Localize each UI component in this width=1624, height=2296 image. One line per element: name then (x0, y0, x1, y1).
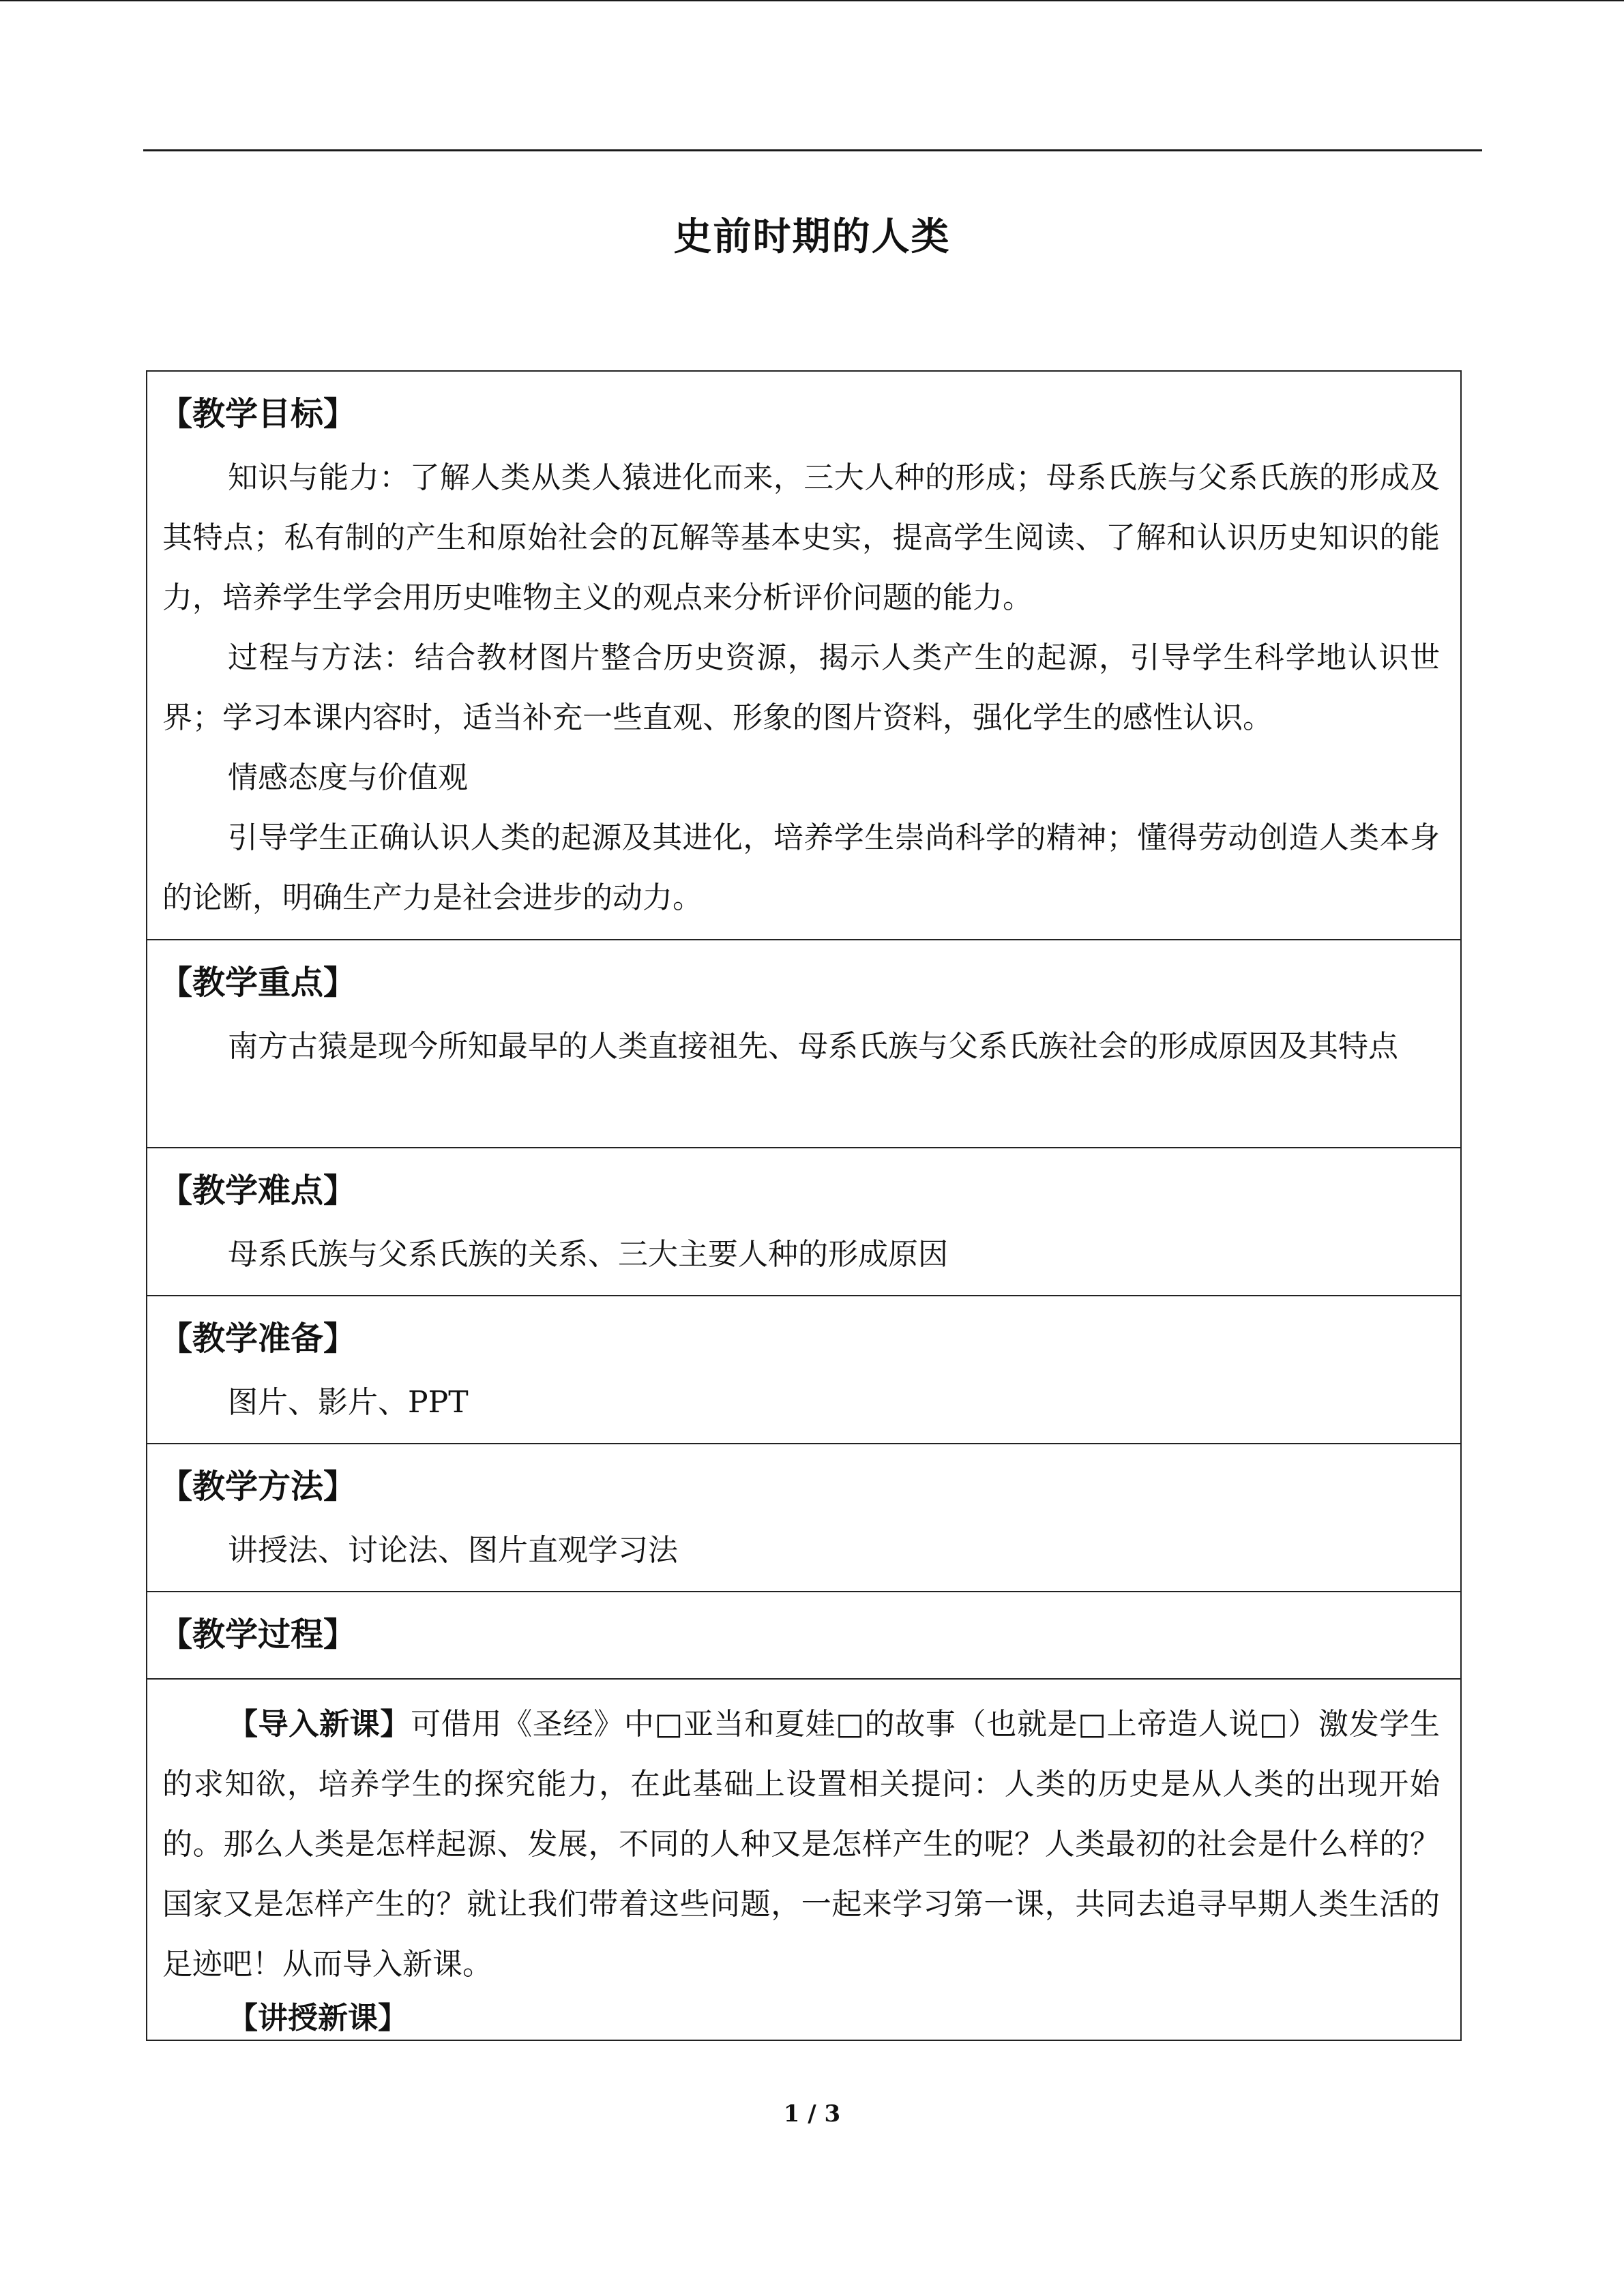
methods-text: 讲授法、讨论法、图片直观学习法 (228, 1533, 678, 1568)
section-heading-preparation: 【教学准备】 (160, 1320, 357, 1358)
document-title: 史前时期的人类 (673, 215, 951, 259)
section-process-body (147, 1680, 1460, 2040)
objective-attitude-label: 情感态度与价值观 (228, 760, 468, 795)
section-heading-objectives: 【教学目标】 (160, 395, 357, 433)
intro-paragraph (147, 1695, 1460, 1995)
section-process-header (147, 1592, 1460, 1680)
key-points-text: 南方古猿是现今所知最早的人类直接祖先、母系氏族与父系氏族社会的形成原因及其特点 (228, 1029, 1398, 1064)
section-key-points (147, 940, 1460, 1148)
lecture-paragraph (147, 1995, 1460, 2042)
objective-attitude: 引导学生正确认识人类的起源及其进化，培养学生崇尚科学的精神；懂得劳动创造人类本身的论断，明确生产力是社会进步的动力。 (162, 820, 1440, 915)
section-difficulties (147, 1148, 1460, 1296)
page-top-border (0, 0, 1624, 1)
preparation-text: 图片、影片、PPT (228, 1385, 469, 1420)
header-rule (143, 149, 1482, 151)
difficulties-text: 母系氏族与父系氏族的关系、三大主要人种的形成原因 (228, 1237, 948, 1272)
section-heading-key-points: 【教学重点】 (160, 964, 357, 1002)
intro-text: 可借用《圣经》中□亚当和夏娃□的故事（也就是□上帝造人说□）激发学生的求知欲，培养学生的探究能力，在此基础上设置相关提问：人类的历史是从人类的出现开始的。那么人类是怎样起源、发展，不同的人种又是怎样产生的呢？人类最初的社会是什么样的？国家又是怎样产生的？就让我们带着这些问题，一起来学习第一课，共同去追寻早期人类生活的足迹吧！从而导入新课。 (162, 1707, 1440, 1982)
lecture-label: 【讲授新课】 (228, 2001, 408, 2036)
objective-process: 过程与方法：结合教材图片整合历史资源，揭示人类产生的起源，引导学生科学地认识世界；学习本课内容时，适当补充一些直观、形象的图片资料，强化学生的感性认识。 (162, 640, 1440, 735)
lesson-plan-table (146, 370, 1462, 2041)
objective-knowledge: 知识与能力：了解人类从类人猿进化而来，三大人种的形成；母系氏族与父系氏族的形成及其特点；私有制的产生和原始社会的瓦解等基本史实，提高学生阅读、了解和认识历史知识的能力，培养学生学会用历史唯物主义的观点来分析评价问题的能力。 (162, 460, 1440, 615)
section-preparation (147, 1296, 1460, 1444)
section-heading-process: 【教学过程】 (160, 1615, 357, 1654)
intro-label: 【导入新课】 (228, 1707, 411, 1742)
section-heading-methods: 【教学方法】 (160, 1467, 357, 1506)
section-heading-difficulties: 【教学难点】 (160, 1172, 357, 1210)
section-methods (147, 1444, 1460, 1592)
page-number: 1 / 3 (783, 2100, 841, 2128)
section-objectives (147, 372, 1460, 940)
